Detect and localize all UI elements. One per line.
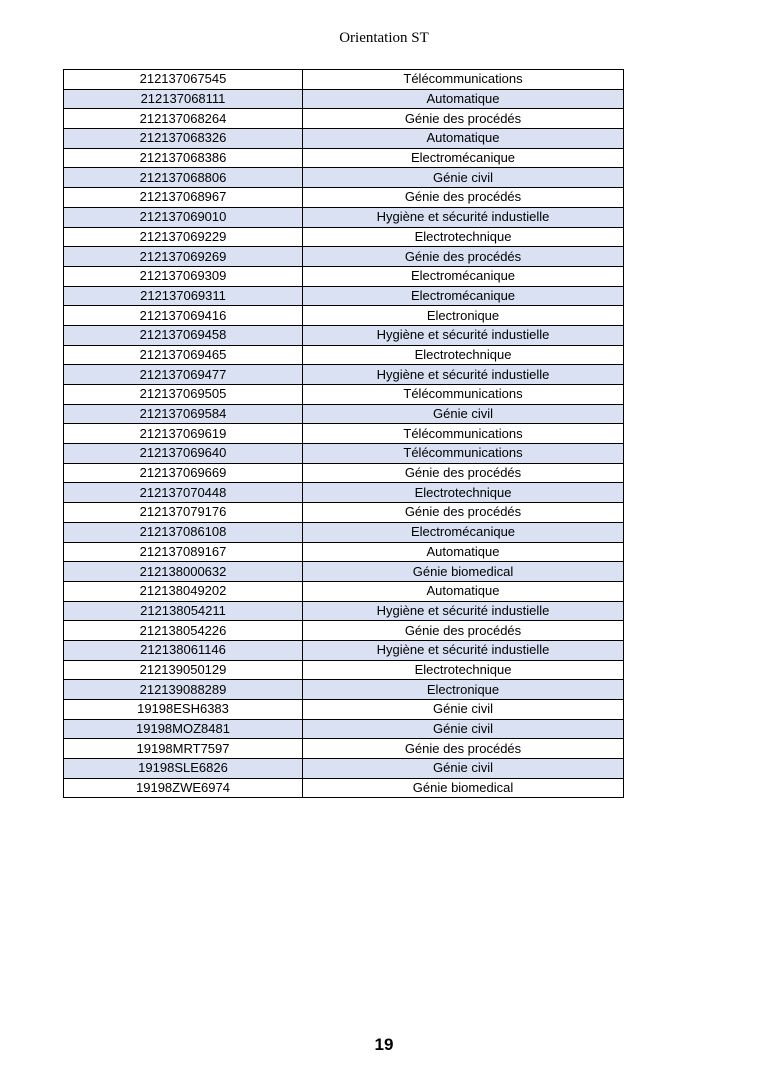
table-row bbox=[64, 739, 624, 759]
branch-cell: Automatique bbox=[303, 89, 624, 109]
table-row bbox=[64, 581, 624, 601]
branch-cell: Electromécanique bbox=[303, 522, 624, 542]
student-id-cell: 212137069640 bbox=[64, 444, 303, 464]
branch-cell: Electrotechnique bbox=[303, 227, 624, 247]
student-id-cell: 212137068264 bbox=[64, 109, 303, 129]
branch-cell: Génie des procédés bbox=[303, 739, 624, 759]
branch-cell: Télécommunications bbox=[303, 444, 624, 464]
branch-cell: Génie des procédés bbox=[303, 109, 624, 129]
branch-cell: Télécommunications bbox=[303, 70, 624, 90]
table-row bbox=[64, 660, 624, 680]
branch-cell: Automatique bbox=[303, 581, 624, 601]
branch-cell: Génie des procédés bbox=[303, 463, 624, 483]
table-row bbox=[64, 286, 624, 306]
student-id-cell: 19198ESH6383 bbox=[64, 700, 303, 720]
table-row bbox=[64, 266, 624, 286]
table-row bbox=[64, 168, 624, 188]
table-row bbox=[64, 444, 624, 464]
table-row bbox=[64, 542, 624, 562]
branch-cell: Génie des procédés bbox=[303, 247, 624, 267]
branch-cell: Génie civil bbox=[303, 404, 624, 424]
branch-cell: Electronique bbox=[303, 306, 624, 326]
student-id-cell: 19198ZWE6974 bbox=[64, 778, 303, 798]
student-id-cell: 19198MOZ8481 bbox=[64, 719, 303, 739]
student-id-cell: 212137068111 bbox=[64, 89, 303, 109]
student-id-cell: 212137069505 bbox=[64, 385, 303, 405]
table-row bbox=[64, 247, 624, 267]
table-row bbox=[64, 640, 624, 660]
table-row bbox=[64, 207, 624, 227]
branch-cell: Télécommunications bbox=[303, 385, 624, 405]
branch-cell: Génie civil bbox=[303, 759, 624, 779]
table-row bbox=[64, 463, 624, 483]
student-id-cell: 212137069669 bbox=[64, 463, 303, 483]
table-row bbox=[64, 89, 624, 109]
student-id-cell: 212138054211 bbox=[64, 601, 303, 621]
student-id-cell: 19198SLE6826 bbox=[64, 759, 303, 779]
student-id-cell: 212137068386 bbox=[64, 148, 303, 168]
branch-cell: Génie civil bbox=[303, 700, 624, 720]
branch-cell: Génie biomedical bbox=[303, 778, 624, 798]
table-row bbox=[64, 188, 624, 208]
table-row bbox=[64, 621, 624, 641]
branch-cell: Génie des procédés bbox=[303, 503, 624, 523]
student-id-cell: 212137069619 bbox=[64, 424, 303, 444]
branch-cell: Electromécanique bbox=[303, 266, 624, 286]
student-id-cell: 212137068806 bbox=[64, 168, 303, 188]
table-row bbox=[64, 385, 624, 405]
student-id-cell: 212137068967 bbox=[64, 188, 303, 208]
branch-cell: Génie des procédés bbox=[303, 188, 624, 208]
branch-cell: Electronique bbox=[303, 680, 624, 700]
student-id-cell: 212137069465 bbox=[64, 345, 303, 365]
table-row bbox=[64, 70, 624, 90]
student-id-cell: 212137069010 bbox=[64, 207, 303, 227]
student-id-cell: 212137069458 bbox=[64, 325, 303, 345]
student-id-cell: 212137069477 bbox=[64, 365, 303, 385]
branch-cell: Hygiène et sécurité industielle bbox=[303, 365, 624, 385]
page-number: 19 bbox=[374, 1035, 394, 1054]
table-row bbox=[64, 719, 624, 739]
table-row bbox=[64, 227, 624, 247]
table-row bbox=[64, 404, 624, 424]
branch-cell: Hygiène et sécurité industielle bbox=[303, 325, 624, 345]
branch-cell: Electromécanique bbox=[303, 286, 624, 306]
branch-cell: Génie des procédés bbox=[303, 621, 624, 641]
table-row bbox=[64, 680, 624, 700]
student-id-cell: 212139050129 bbox=[64, 660, 303, 680]
student-id-cell: 19198MRT7597 bbox=[64, 739, 303, 759]
table-row bbox=[64, 365, 624, 385]
student-id-cell: 212138049202 bbox=[64, 581, 303, 601]
branch-cell: Hygiène et sécurité industielle bbox=[303, 601, 624, 621]
student-id-cell: 212137069584 bbox=[64, 404, 303, 424]
student-id-cell: 212137067545 bbox=[64, 70, 303, 90]
table-body bbox=[64, 70, 624, 798]
table-row bbox=[64, 700, 624, 720]
student-id-cell: 212137069269 bbox=[64, 247, 303, 267]
student-id-cell: 212138061146 bbox=[64, 640, 303, 660]
table-row bbox=[64, 522, 624, 542]
branch-cell: Génie civil bbox=[303, 168, 624, 188]
student-id-cell: 212138054226 bbox=[64, 621, 303, 641]
table-row bbox=[64, 345, 624, 365]
table-row bbox=[64, 562, 624, 582]
branch-cell: Hygiène et sécurité industielle bbox=[303, 207, 624, 227]
table-row bbox=[64, 424, 624, 444]
student-id-cell: 212137068326 bbox=[64, 129, 303, 149]
student-id-cell: 212137069229 bbox=[64, 227, 303, 247]
table-row bbox=[64, 483, 624, 503]
branch-cell: Automatique bbox=[303, 129, 624, 149]
branch-cell: Hygiène et sécurité industielle bbox=[303, 640, 624, 660]
branch-cell: Télécommunications bbox=[303, 424, 624, 444]
student-id-cell: 212137089167 bbox=[64, 542, 303, 562]
table-row bbox=[64, 601, 624, 621]
student-id-cell: 212137069311 bbox=[64, 286, 303, 306]
orientation-table bbox=[63, 69, 624, 798]
table-row bbox=[64, 325, 624, 345]
student-id-cell: 212137070448 bbox=[64, 483, 303, 503]
page-title: Orientation ST bbox=[339, 30, 429, 46]
branch-cell: Electrotechnique bbox=[303, 483, 624, 503]
student-id-cell: 212139088289 bbox=[64, 680, 303, 700]
table-row bbox=[64, 503, 624, 523]
student-id-cell: 212137079176 bbox=[64, 503, 303, 523]
table-row bbox=[64, 306, 624, 326]
branch-cell: Electrotechnique bbox=[303, 660, 624, 680]
table-row bbox=[64, 148, 624, 168]
student-id-cell: 212137069416 bbox=[64, 306, 303, 326]
table-row bbox=[64, 109, 624, 129]
student-id-cell: 212137069309 bbox=[64, 266, 303, 286]
student-id-cell: 212137086108 bbox=[64, 522, 303, 542]
table-row bbox=[64, 778, 624, 798]
table-row bbox=[64, 759, 624, 779]
branch-cell: Automatique bbox=[303, 542, 624, 562]
branch-cell: Génie civil bbox=[303, 719, 624, 739]
branch-cell: Génie biomedical bbox=[303, 562, 624, 582]
table-row bbox=[64, 129, 624, 149]
student-id-cell: 212138000632 bbox=[64, 562, 303, 582]
branch-cell: Electromécanique bbox=[303, 148, 624, 168]
branch-cell: Electrotechnique bbox=[303, 345, 624, 365]
